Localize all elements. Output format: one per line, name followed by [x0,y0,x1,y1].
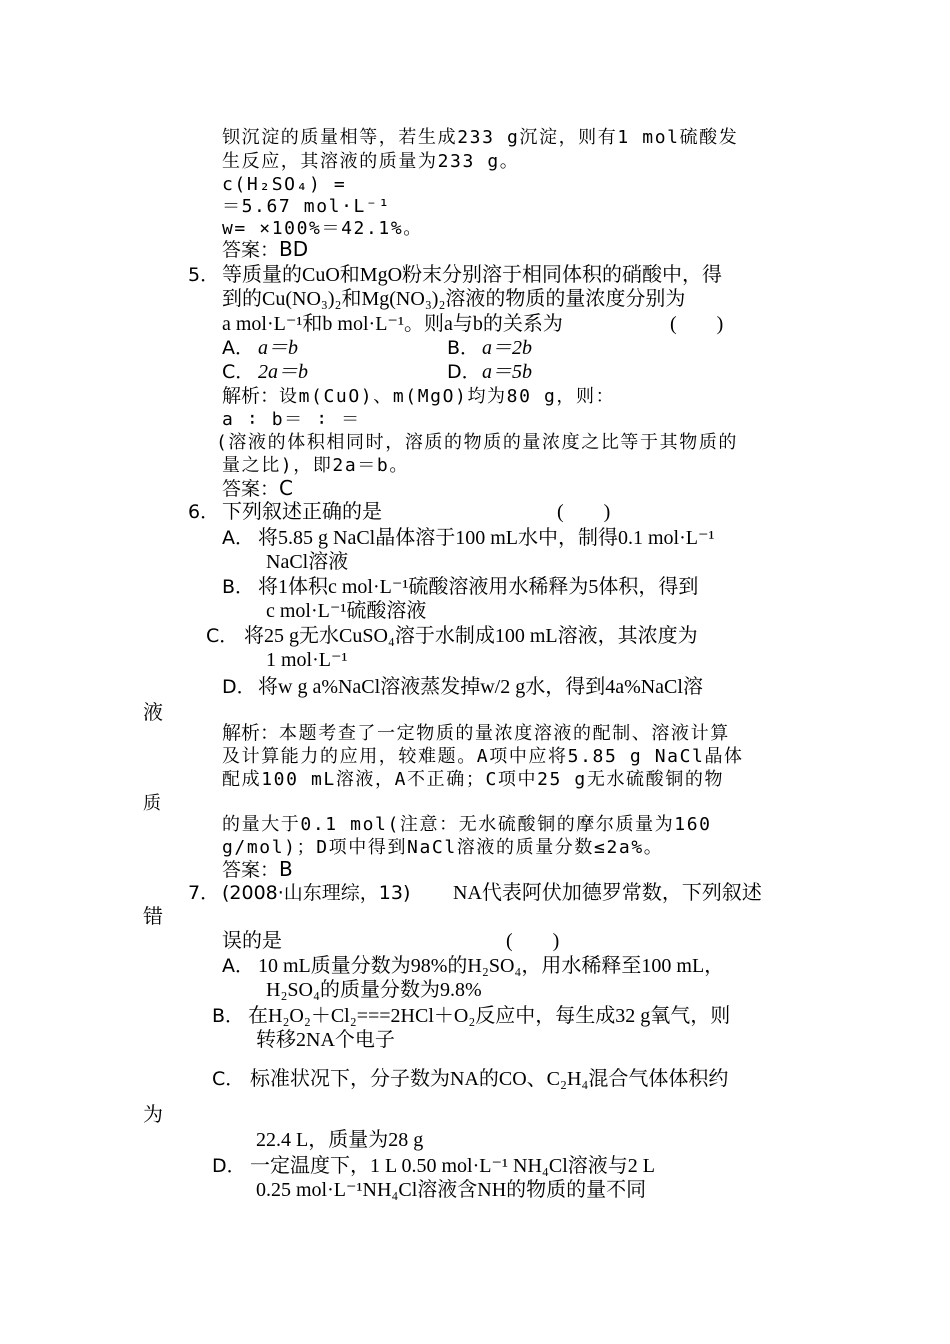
answer-label: 答案： [222,859,280,881]
q6-bracket: ( ) [557,501,611,523]
q7-option-c-wrap: 为 [143,1104,163,1126]
q7-option-c-line-1: 标准状况下，分子数为NA的CO、C₂H₄混合气体体积约 [250,1068,729,1090]
q5-stem-line-2: 到的Cu(NO₃)₂和Mg(NO₃)₂溶液的物质的量浓度分别为 [222,288,686,310]
q5-option-b-label: B． [447,337,480,359]
q7-option-a-label: A． [222,955,254,977]
q7-stem-wrap: 错 [143,906,163,928]
q6-option-a-line-1: 将5.85 g NaCl晶体溶于100 mL水中，制得0.1 mol·L⁻¹ [258,527,715,549]
q6-option-a-line-2: NaCl溶液 [266,551,349,573]
answer-value: C [279,476,293,500]
q6-analysis-line-1 [222,722,730,745]
q6-number: 6． [188,501,220,523]
q6-analysis-wrap: 质 [143,793,163,814]
q5-bracket: ( ) [670,313,724,335]
analysis-text: 本题考查了一定物质的量浓度溶液的配制、溶液计算 [279,723,730,744]
q5-option-c-text: 2a＝b [258,361,308,383]
q7-option-d-line-2: 0.25 mol·L⁻¹NH₄Cl溶液含NH的物质的量不同 [256,1179,647,1201]
q6-analysis-line-5: g/mol)；D项中得到NaCl溶液的质量分数≤2a%。 [222,837,664,858]
q7-option-d-line-1: 一定温度下，1 L 0.50 mol·L⁻¹ NH₄Cl溶液与2 L [250,1155,655,1177]
q5-option-b-text: a＝2b [482,337,532,359]
q6-option-c-line-2: 1 mol·L⁻¹ [266,649,348,671]
q7-stem-line-1: NA代表阿伏加德罗常数，下列叙述 [453,882,762,904]
answer-label: 答案： [222,478,280,500]
q5-stem-line-1: 等质量的CuO和MgO粉末分别溶于相同体积的硝酸中，得 [222,264,723,286]
q5-analysis-line-1 [222,385,615,408]
q6-option-b-label: B． [222,576,255,598]
q7-option-b-line-2: 转移2NA个电子 [256,1029,395,1051]
analysis-text: 设m(CuO)、m(MgO)均为80 g，则： [279,386,616,407]
q4-analysis-line-1: 钡沉淀的质量相等，若生成233 g沉淀，则有1 mol硫酸发 [222,127,739,148]
analysis-label: 解析： [222,722,280,744]
answer-value: BD [279,237,309,261]
q7-option-b-label: B． [212,1005,245,1027]
q6-analysis-line-4: 的量大于0.1 mol(注意：无水硫酸铜的摩尔质量为160 [222,814,712,835]
q5-option-a-label: A． [222,337,254,359]
q6-option-a-label: A． [222,527,254,549]
q5-analysis-line-2: a ∶ b＝ ∶ ＝ [222,409,361,430]
answer-value: B [279,857,293,881]
q7-stem-line-2: 误的是 [222,930,282,952]
q5-option-a-text: a＝b [258,337,298,359]
q5-analysis-line-4: 量之比)，即2a＝b。 [222,455,409,476]
q5-answer-line [222,477,293,501]
q4-w-result: w= ×100%＝42.1%。 [222,218,423,239]
q7-option-b-line-1: 在H₂O₂＋Cl₂===2HCl＋O₂反应中，每生成32 g氧气，则 [248,1005,731,1027]
q7-option-a-line-1: 10 mL质量分数为98%的H₂SO₄，用水稀释至100 mL， [258,955,725,977]
q6-option-d-line-1: 将w g a%NaCl溶液蒸发掉w/2 g水，得到4a%NaCl溶 [258,676,703,698]
q7-number: 7． [188,882,220,904]
q6-option-c-label: C． [206,625,239,647]
q4-c-formula: c(H₂SO₄) = [222,174,347,195]
q6-option-b-line-2: c mol·L⁻¹硫酸溶液 [266,600,427,622]
q5-stem-line-3: a mol·L⁻¹和b mol·L⁻¹。则a与b的关系为 [222,313,563,335]
analysis-label: 解析： [222,385,280,407]
q7-option-d-label: D． [212,1155,246,1177]
q5-option-d-label: D． [447,361,481,383]
q4-analysis-line-2: 生反应，其溶液的质量为233 g。 [222,151,520,172]
q7-bracket: ( ) [506,930,560,952]
q5-option-c-label: C． [222,361,255,383]
q6-option-d-wrap: 液 [143,702,163,724]
q4-answer-line [222,238,308,262]
q7-option-c-line-2: 22.4 L，质量为28 g [256,1129,424,1151]
q7-source: (2008·山东理综，13) [222,882,411,904]
q7-option-a-line-2: H₂SO₄的质量分数为9.8% [266,979,482,1001]
q6-option-c-line-1: 将25 g无水CuSO₄溶于水制成100 mL溶液，其浓度为 [244,625,698,647]
q5-analysis-line-3: (溶液的体积相同时，溶质的物质的量浓度之比等于其物质的 [216,432,739,453]
q6-option-b-line-1: 将1体积c mol·L⁻¹硫酸溶液用水稀释为5体积，得到 [258,576,699,598]
q6-analysis-line-2: 及计算能力的应用，较难题。A项中应将5.85 g NaCl晶体 [222,746,744,767]
answer-label: 答案： [222,239,280,261]
q5-option-d-text: a＝5b [482,361,532,383]
q6-analysis-line-3: 配成100 mL溶液，A不正确；C项中25 g无水硫酸铜的物 [222,769,725,790]
q5-number: 5． [188,264,220,286]
q6-option-d-label: D． [222,676,256,698]
q6-stem: 下列叙述正确的是 [222,501,382,523]
q7-option-c-label: C． [212,1068,245,1090]
q4-c-result: ＝5.67 mol·L⁻¹ [222,196,391,217]
q6-answer-line [222,858,293,882]
